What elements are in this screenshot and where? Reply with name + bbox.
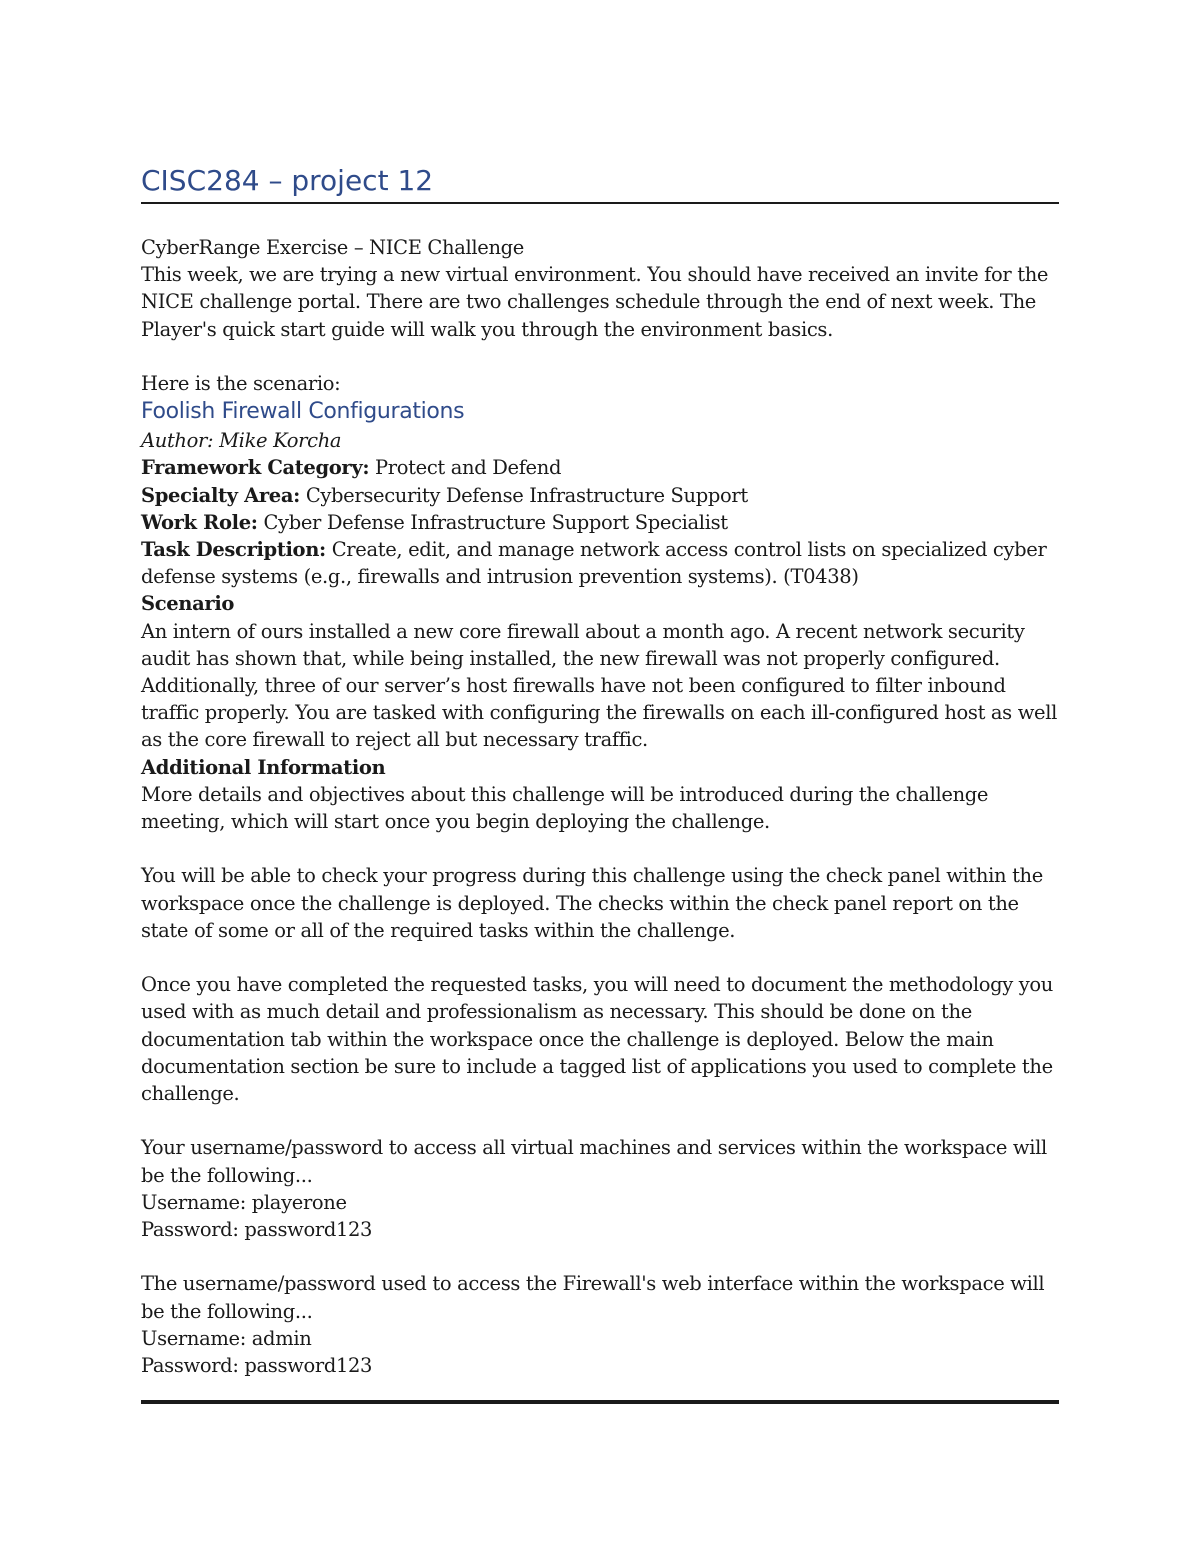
field-label: Task Description:: [141, 538, 326, 562]
intro-paragraph: This week, we are trying a new virtual environment. You should have received an invite for the NICE challenge portal. There are two challenges schedule through the end of next week. The Player's quick start guide will walk you through the environment basics.: [141, 263, 1049, 341]
document-title: CISC284 – project 12: [141, 164, 434, 197]
field-framework-category: [141, 454, 1059, 481]
additional-info-text: More details and objectives about this challenge will be introduced during the challenge meeting, which will start once you begin deploying the challenge.: [141, 782, 989, 834]
field-task-description: [141, 536, 1059, 590]
document-body: [141, 234, 1059, 1379]
scenario-heading: Scenario: [141, 592, 235, 616]
spacer: [141, 1243, 1059, 1270]
field-value: Cyber Defense Infrastructure Support Specialist: [257, 510, 728, 534]
field-work-role: [141, 509, 1059, 536]
vm-password: Password: password123: [141, 1218, 373, 1242]
documentation-text: Once you have completed the requested tasks, you will need to document the methodology you used with as much detail and professionalism as necessary. This should be done on the documentation tab within the workspace once the challenge is deployed. Below the main documentation section be sure to include a tagged list of applications you used to complete the challenge.: [141, 973, 1054, 1106]
field-value: Create, edit, and manage network access control lists on specialized cyber defense systems (e.g., firewalls and intrusion prevention systems). (T0438): [141, 538, 1047, 589]
title-underline: [141, 202, 1059, 204]
spacer: [141, 343, 1059, 370]
additional-info-heading: Additional Information: [141, 755, 386, 779]
firewall-credentials-intro: The username/password used to access the Firewall's web interface within the workspace will be the following...: [141, 1272, 1045, 1323]
challenge-author: Author: Mike Korcha: [141, 429, 342, 453]
scenario-text: An intern of ours installed a new core firewall about a month ago. A recent network security audit has shown that, while being installed, the new firewall was not properly configured. Additionally, three of our server’s host firewalls have not been configured to filter inbound traffic properly. You are tasked with configuring the firewalls on each ill-configured host as well as the core firewall to reject all but necessary traffic.: [141, 619, 1057, 752]
vm-credentials-intro: Your username/password to access all virtual machines and services within the workspace will be the following...: [141, 1136, 1047, 1187]
bottom-rule: [141, 1400, 1059, 1404]
challenge-name: Foolish Firewall Configurations: [141, 399, 465, 425]
field-label: Work Role:: [141, 510, 258, 534]
firewall-password: Password: password123: [141, 1354, 373, 1378]
document-content: [141, 163, 1059, 1379]
field-value: Protect and Defend: [369, 456, 562, 480]
field-value: Cybersecurity Defense Infrastructure Support: [299, 483, 748, 507]
field-label: Specialty Area:: [141, 483, 300, 507]
intro-heading-line: CyberRange Exercise – NICE Challenge: [141, 236, 524, 259]
spacer: [141, 1107, 1059, 1134]
scenario-intro: Here is the scenario:: [141, 372, 341, 395]
spacer: [141, 944, 1059, 971]
field-label: Framework Category:: [141, 456, 370, 480]
spacer: [141, 835, 1059, 862]
field-specialty-area: [141, 482, 1059, 509]
firewall-username: Username: admin: [141, 1326, 312, 1350]
progress-text: You will be able to check your progress during this challenge using the check panel within the workspace once the challenge is deployed. The checks within the check panel report on the state of some or all of the required tasks within the challenge.: [141, 864, 1043, 942]
vm-username: Username: playerone: [141, 1190, 347, 1214]
